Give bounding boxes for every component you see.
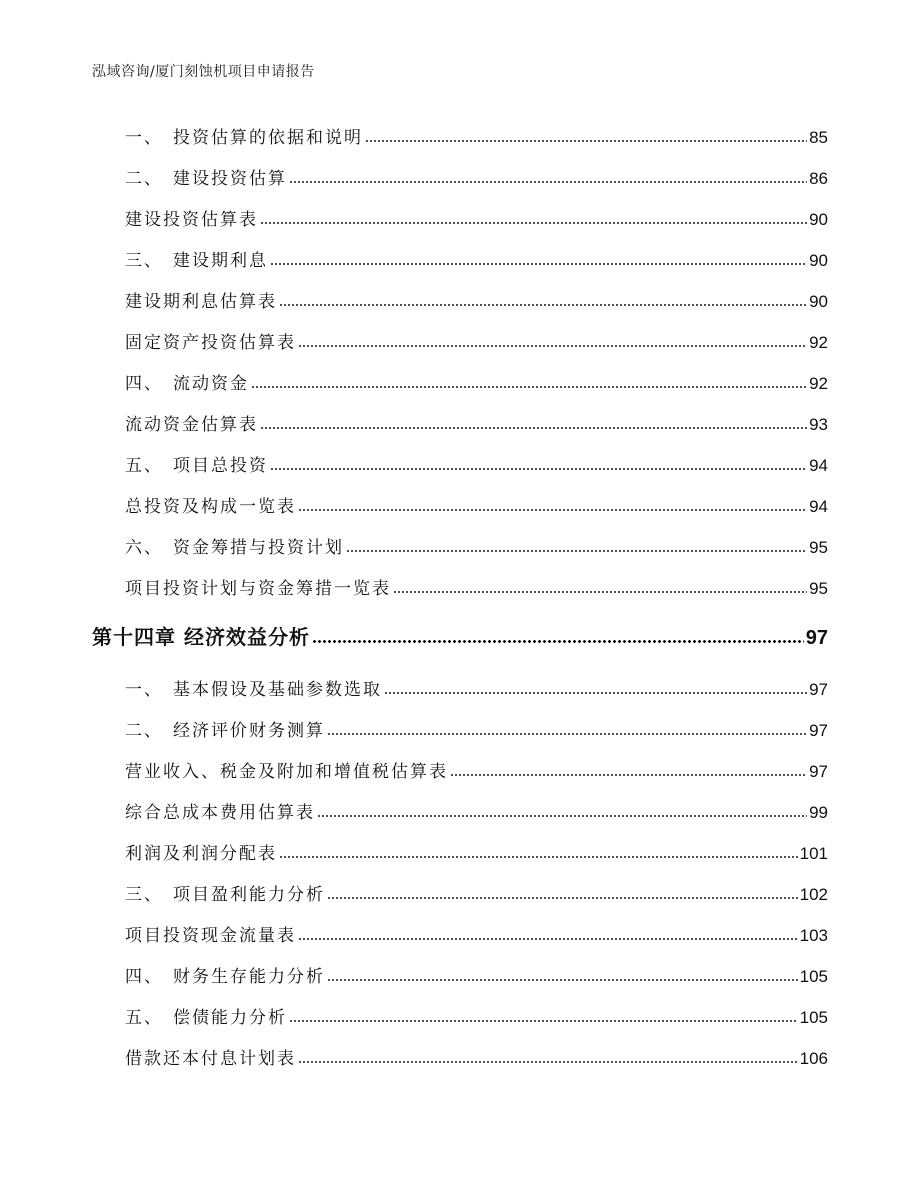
- toc-entry-title: [125, 369, 249, 394]
- dot-leader: [298, 508, 807, 512]
- dot-leader: [289, 180, 807, 184]
- toc-entry[interactable]: [125, 122, 828, 148]
- toc-entry[interactable]: [125, 674, 828, 700]
- toc-page-number: 105: [799, 1008, 828, 1027]
- toc-entry-text: 固定资产投资估算表: [125, 333, 296, 353]
- toc-entry-title: [125, 246, 268, 271]
- dot-leader: [317, 814, 807, 818]
- toc-entry-number: 五、: [125, 1008, 163, 1028]
- toc-entry-text: 经济评价财务测算: [173, 721, 325, 741]
- toc-page-number: 102: [799, 885, 828, 904]
- toc-entry[interactable]: [125, 715, 828, 741]
- toc-page-number: 101: [799, 844, 828, 863]
- dot-leader: [298, 1060, 798, 1064]
- toc-page-number: 90: [809, 210, 828, 229]
- toc-entry-number: 六、: [125, 538, 163, 558]
- toc-page-number: 103: [799, 926, 828, 945]
- toc-page-number: 86: [809, 169, 828, 188]
- toc-entry[interactable]: [125, 838, 828, 864]
- toc-entry-title: [125, 798, 315, 823]
- toc-entry-text: 建设期利息: [173, 251, 268, 271]
- toc-entry-text: 营业收入、税金及附加和增值税估算表: [125, 762, 448, 782]
- toc-entry-number: 四、: [125, 374, 163, 394]
- dot-leader: [279, 855, 798, 859]
- toc-entry-title: [125, 492, 296, 517]
- toc-entry[interactable]: [125, 286, 828, 312]
- dot-leader: [384, 691, 807, 695]
- page-header: 泓域咨询/厦门刻蚀机项目申请报告: [92, 64, 315, 80]
- toc-page-number: 106: [799, 1049, 828, 1068]
- dot-leader: [450, 773, 807, 777]
- toc-entry[interactable]: [125, 920, 828, 946]
- toc-page-number: 94: [809, 497, 828, 516]
- toc-page-number: 93: [809, 415, 828, 434]
- toc-entry[interactable]: [125, 163, 828, 189]
- toc-entry-number: 二、: [125, 721, 163, 741]
- toc-entry-text: 项目投资现金流量表: [125, 926, 296, 946]
- toc-entry-number: 四、: [125, 967, 163, 987]
- toc-entry-text: 投资估算的依据和说明: [173, 128, 363, 148]
- toc-entry-text: 资金筹措与投资计划: [173, 538, 344, 558]
- toc-entry[interactable]: [125, 491, 828, 517]
- toc-entry-title: [125, 1003, 287, 1028]
- dot-leader: [251, 385, 807, 389]
- toc-entry-title: [92, 621, 310, 650]
- toc-entry[interactable]: [125, 756, 828, 782]
- dot-leader: [260, 221, 807, 225]
- dot-leader: [279, 303, 807, 307]
- toc-entry-title: [125, 123, 363, 148]
- toc-entry[interactable]: [125, 204, 828, 230]
- toc-entry-text: 项目盈利能力分析: [173, 885, 325, 905]
- toc-entry[interactable]: [125, 532, 828, 558]
- toc-page-number: 94: [809, 456, 828, 475]
- toc-entry-title: [125, 533, 344, 558]
- toc-entry-title: [125, 675, 382, 700]
- toc-entry[interactable]: [125, 450, 828, 476]
- dot-leader: [393, 590, 807, 594]
- toc-entry-text: 利润及利润分配表: [125, 844, 277, 864]
- toc-entry[interactable]: [125, 961, 828, 987]
- toc-entry-title: [125, 757, 448, 782]
- toc-entry-text: 项目投资计划与资金筹措一览表: [125, 579, 391, 599]
- dot-leader: [327, 978, 798, 982]
- dot-leader: [327, 896, 798, 900]
- toc-entry-number: 三、: [125, 885, 163, 905]
- toc-entry-number: 三、: [125, 251, 163, 271]
- toc-page-number: 105: [799, 967, 828, 986]
- toc-entry-text: 建设投资估算: [173, 169, 287, 189]
- toc-entry[interactable]: [125, 327, 828, 353]
- dot-leader: [298, 344, 807, 348]
- toc-entry[interactable]: [125, 1002, 828, 1028]
- dot-leader: [365, 139, 807, 143]
- dot-leader: [289, 1019, 798, 1023]
- toc-chapter-entry[interactable]: [92, 620, 828, 650]
- toc-entry-title: [125, 839, 277, 864]
- toc-entry-title: [125, 410, 258, 435]
- toc-entry-title: [125, 716, 325, 741]
- toc-page-number: 97: [809, 680, 828, 699]
- toc-page-number: 92: [809, 374, 828, 393]
- toc-entry-title: [125, 921, 296, 946]
- toc-page-number: 90: [809, 292, 828, 311]
- toc-page-number: 95: [809, 579, 828, 598]
- toc-page-number: 95: [809, 538, 828, 557]
- toc-entry[interactable]: [125, 368, 828, 394]
- toc-entry[interactable]: [125, 797, 828, 823]
- toc-entry-text: 建设期利息估算表: [125, 292, 277, 312]
- toc-entry-text: 流动资金估算表: [125, 415, 258, 435]
- toc-entry-text: 项目总投资: [173, 456, 268, 476]
- dot-leader: [312, 639, 804, 644]
- toc-page-number: 97: [809, 762, 828, 781]
- toc-entry-text: 基本假设及基础参数选取: [173, 680, 382, 700]
- dot-leader: [260, 426, 807, 430]
- toc-entry-text: 流动资金: [173, 374, 249, 394]
- toc-entry[interactable]: [125, 879, 828, 905]
- dot-leader: [346, 549, 807, 553]
- dot-leader: [327, 732, 807, 736]
- toc-entry-title: [125, 574, 391, 599]
- toc-entry-text: 建设投资估算表: [125, 210, 258, 230]
- toc-entry-number: 一、: [125, 128, 163, 148]
- toc-entry-text: 综合总成本费用估算表: [125, 803, 315, 823]
- toc-entry-title: [125, 328, 296, 353]
- toc-entry-title: [125, 287, 277, 312]
- toc-entry-text: 借款还本付息计划表: [125, 1049, 296, 1069]
- toc-page-number: 99: [809, 803, 828, 822]
- toc-entry-title: [125, 205, 258, 230]
- toc-page-number: 90: [809, 251, 828, 270]
- toc-entry-text: 财务生存能力分析: [173, 967, 325, 987]
- toc-entry-text: 第十四章 经济效益分析: [92, 625, 310, 649]
- toc-entry-title: [125, 451, 268, 476]
- toc-page-number: 97: [809, 721, 828, 740]
- toc-entry[interactable]: [125, 1043, 828, 1069]
- toc-entry-number: 五、: [125, 456, 163, 476]
- toc-entry[interactable]: [125, 573, 828, 599]
- toc-entry-number: 二、: [125, 169, 163, 189]
- toc-entry[interactable]: [125, 245, 828, 271]
- toc-entry-text: 偿债能力分析: [173, 1008, 287, 1028]
- toc-page-number: 85: [809, 128, 828, 147]
- toc-page-number: 97: [805, 627, 828, 649]
- toc-entry-title: [125, 164, 287, 189]
- toc-entry-title: [125, 1044, 296, 1069]
- toc-entry-title: [125, 880, 325, 905]
- toc-entry[interactable]: [125, 409, 828, 435]
- toc-entry-title: [125, 962, 325, 987]
- toc-page-number: 92: [809, 333, 828, 352]
- dot-leader: [270, 262, 807, 266]
- dot-leader: [298, 937, 798, 941]
- dot-leader: [270, 467, 807, 471]
- toc-entry-number: 一、: [125, 680, 163, 700]
- toc-entry-text: 总投资及构成一览表: [125, 497, 296, 517]
